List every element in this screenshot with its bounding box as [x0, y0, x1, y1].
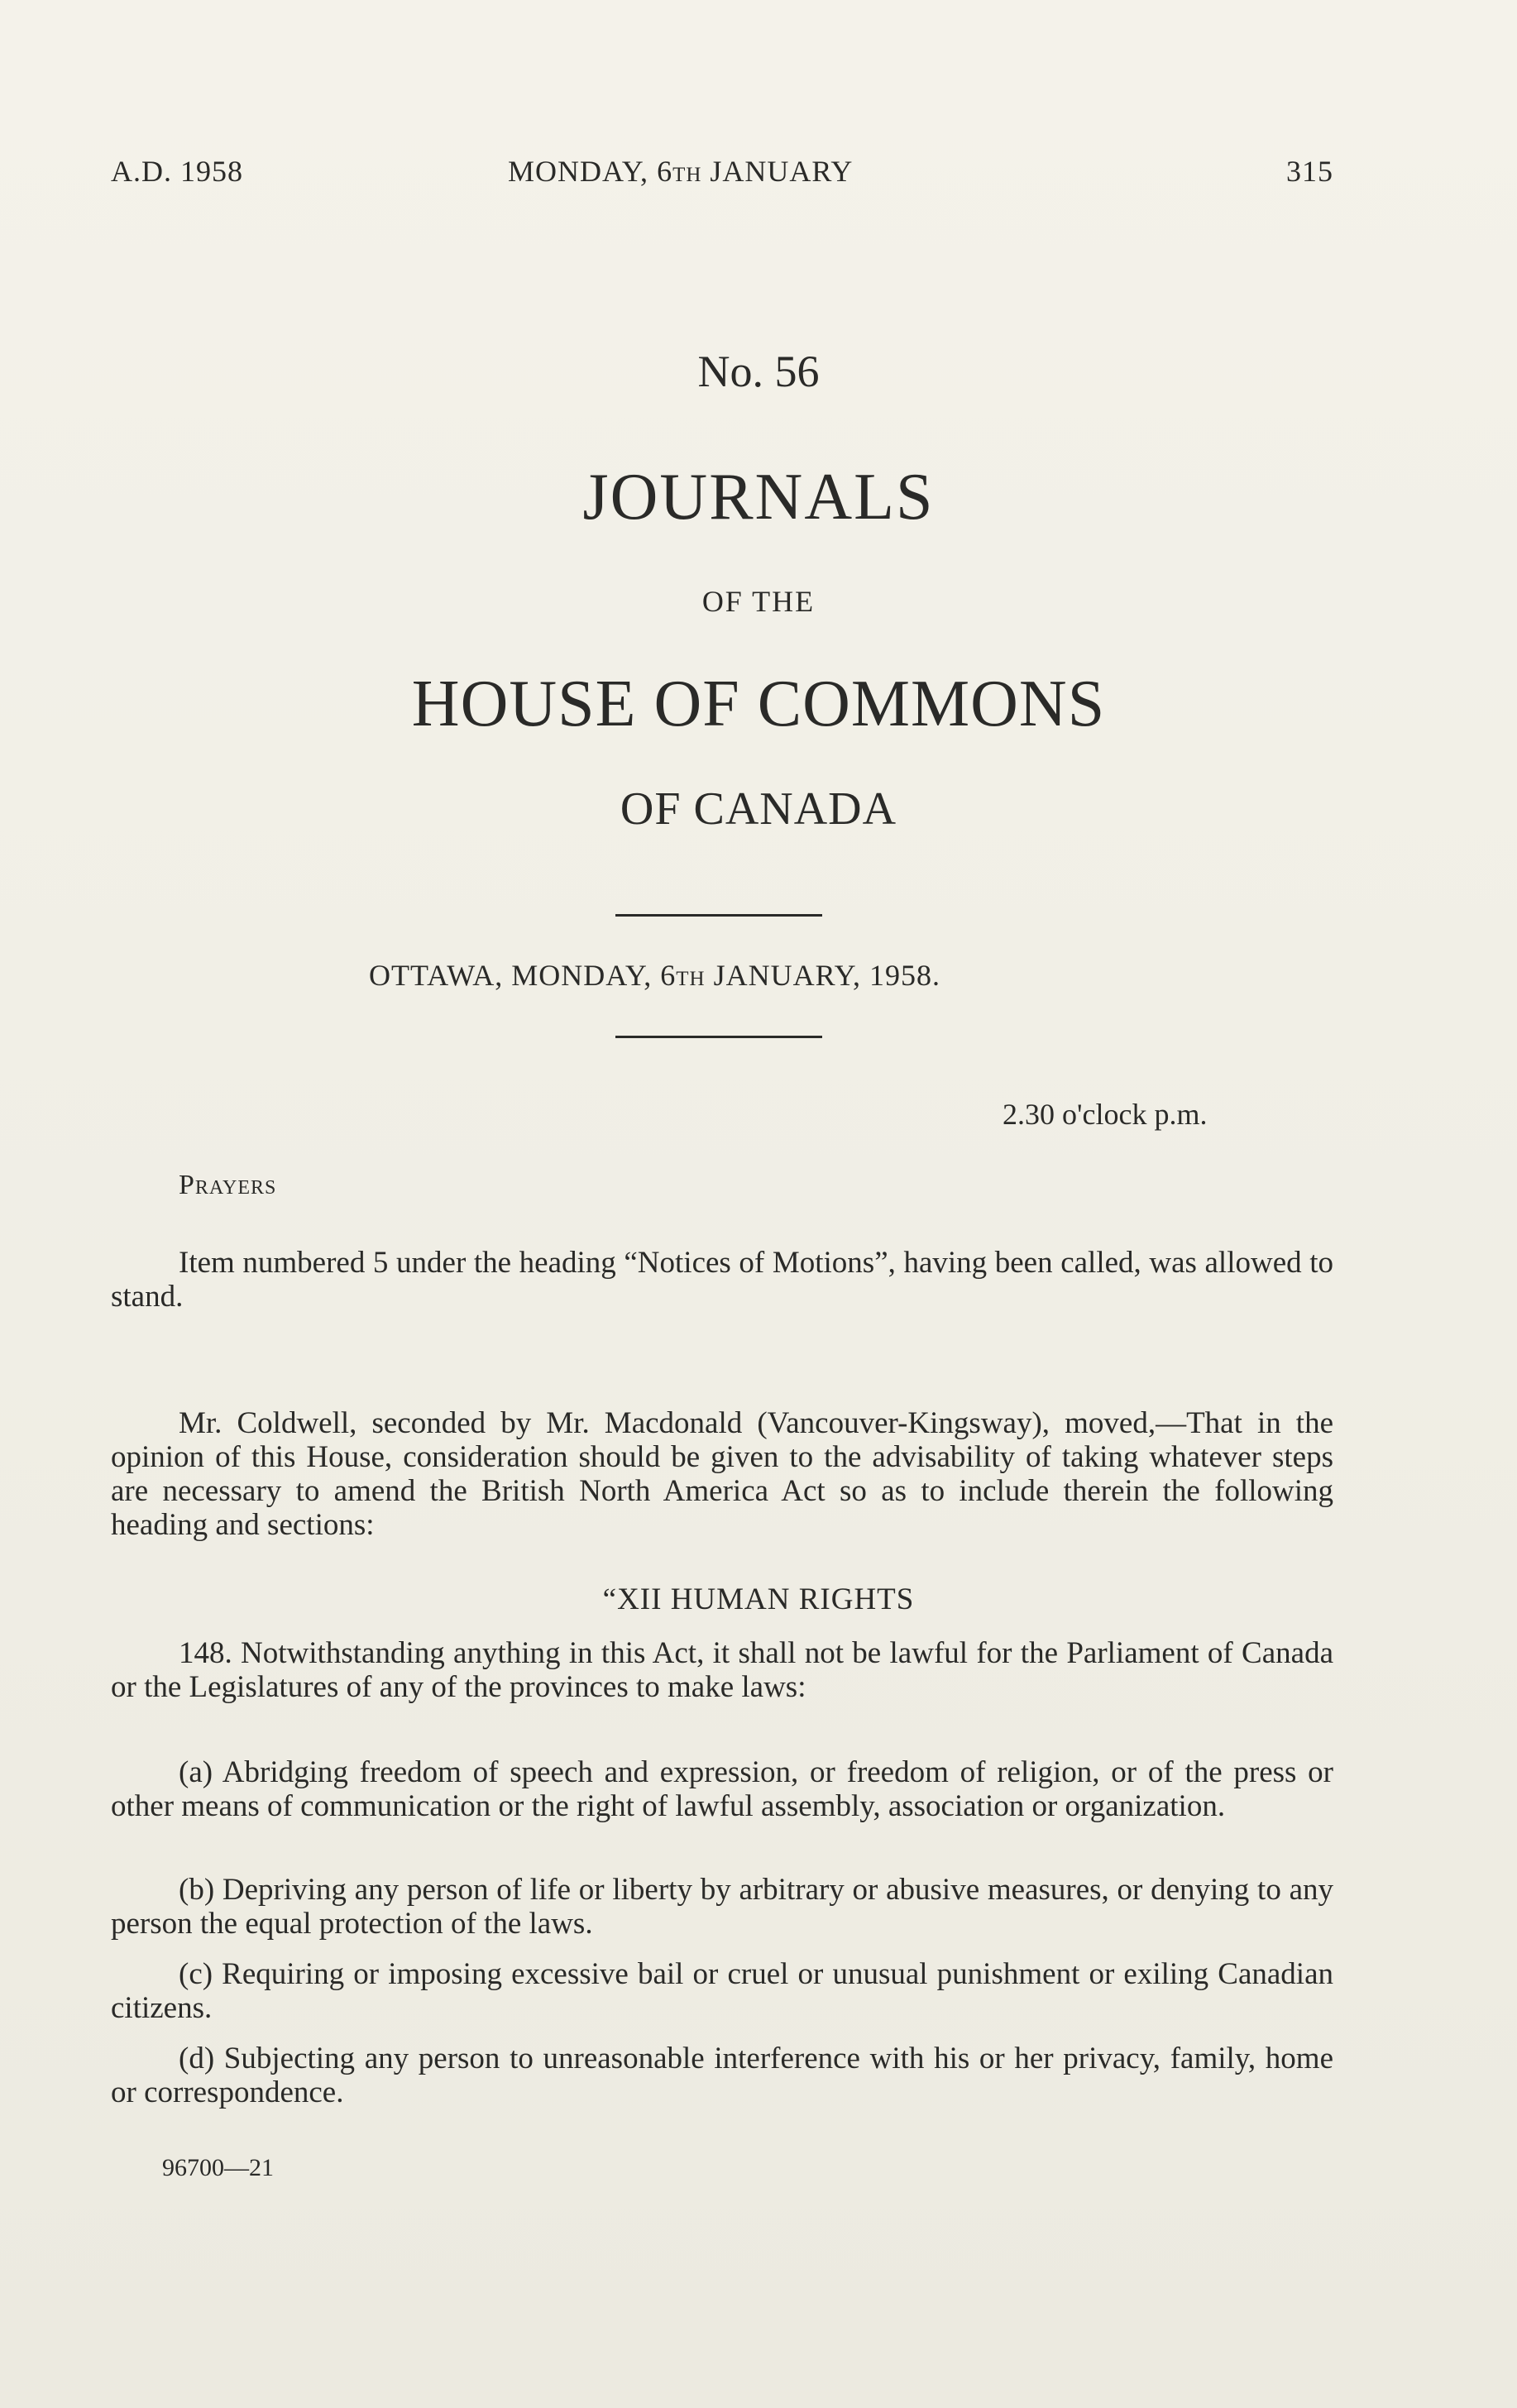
paragraph-clause-a: (a) Abridging freedom of speech and expression, or freedom of religion, or of the press or other means of communication or the right of lawful assembly, association or organization.: [111, 1755, 1333, 1823]
title-journals: JOURNALS: [582, 461, 935, 534]
title-of-canada: OF CANADA: [620, 783, 897, 835]
divider-rule-top: [615, 914, 822, 917]
paragraph-motion: Mr. Coldwell, seconded by Mr. Macdonald (Vancouver-Kingsway), moved,—That in the opinion of this House, consideration should be given to the advisability of taking whatever steps are necessary to amend the British North America Act so as to include therein the following heading and sections:: [111, 1406, 1333, 1542]
running-head-date: [508, 154, 853, 189]
prayers-heading: Prayers: [179, 1170, 277, 1200]
running-head-date-ordinal: 6th: [657, 155, 702, 188]
footer-print-code: 96700—21: [162, 2154, 274, 2181]
page-number: 315: [1286, 155, 1333, 188]
dateline-ordinal: 6th: [660, 959, 706, 992]
section-heading-human-rights: “XII HUMAN RIGHTS: [602, 1582, 915, 1616]
title-of-the: OF THE: [701, 585, 816, 618]
paragraph-clause-d: (d) Subjecting any person to unreasonable interference with his or her privacy, family, home or correspondence.: [111, 2042, 1333, 2109]
running-head-date-prefix: MONDAY,: [508, 155, 658, 188]
sitting-time: 2.30 o'clock p.m.: [1003, 1098, 1208, 1131]
dateline-prefix: OTTAWA, MONDAY,: [369, 959, 661, 992]
divider-rule-bottom: [615, 1036, 822, 1038]
paragraph-section-148: 148. Notwithstanding anything in this Act, it shall not be lawful for the Parliament of Canada or the Legislatures of any of the provinces to make laws:: [111, 1636, 1333, 1704]
paragraph-clause-b: (b) Depriving any person of life or liberty by arbitrary or abusive measures, or denying to any person the equal protection of the laws.: [111, 1873, 1333, 1941]
running-head-year: A.D. 1958: [111, 155, 243, 188]
dateline-suffix: JANUARY, 1958.: [705, 959, 940, 992]
running-head-date-suffix: JANUARY: [701, 155, 854, 188]
issue-number: No. 56: [697, 347, 820, 396]
running-head: [111, 154, 1333, 195]
paragraph-clause-c: (c) Requiring or imposing excessive bail or cruel or unusual punishment or exiling Canadian citizens.: [111, 1957, 1333, 2025]
title-house-of-commons: HOUSE OF COMMONS: [411, 668, 1106, 740]
paragraph-item-stand: Item numbered 5 under the heading “Notices of Motions”, having been called, was allowed to stand.: [111, 1246, 1333, 1314]
dateline: [369, 958, 940, 993]
